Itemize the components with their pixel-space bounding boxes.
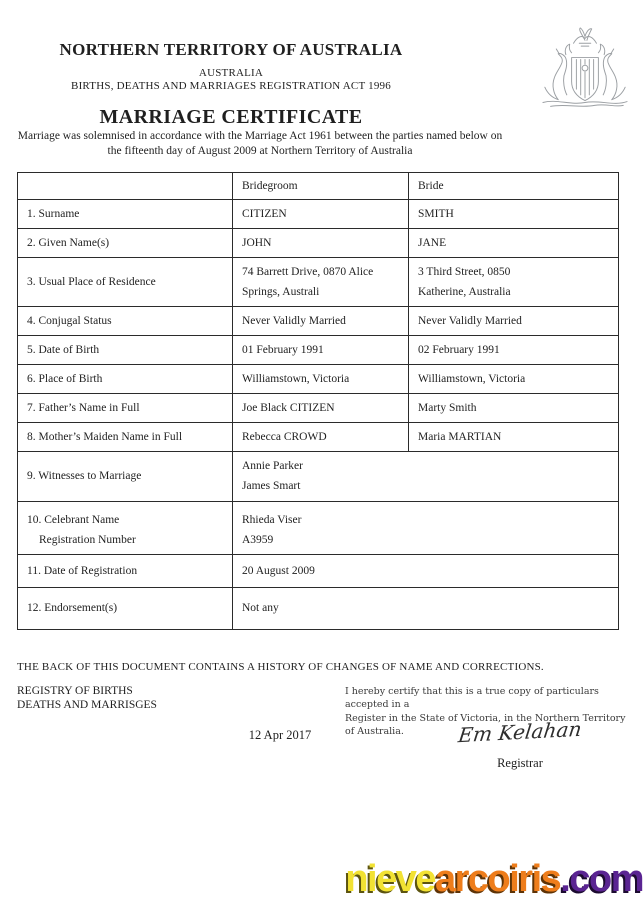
site-watermark <box>345 860 643 898</box>
row-label: 2. Given Name(s) <box>18 229 233 258</box>
table-row-mother-maiden-name <box>18 423 619 452</box>
back-of-document-note: THE BACK OF THIS DOCUMENT CONTAINS A HISTORY OF CHANGES OF NAME AND CORRECTIONS. <box>17 661 544 673</box>
solemnisation-line-1: Marriage was solemnised in accordance with the Marriage Act 1961 between the parties named below on <box>17 130 503 142</box>
groom-residence <box>233 258 409 307</box>
bride-conjugal-status: Never Validly Married <box>409 307 619 336</box>
witnesses-value <box>233 452 619 501</box>
certificate-title: MARRIAGE CERTIFICATE <box>99 106 363 128</box>
celebrant-name-value: Rhieda Viser <box>242 513 302 526</box>
groom-residence-line-1: 74 Barrett Drive, 0870 Alice <box>242 266 374 278</box>
table-header-row <box>18 173 619 200</box>
row-label: 3. Usual Place of Residence <box>18 258 233 307</box>
watermark-part-2: arcoiris <box>434 858 561 900</box>
watermark-part-3: .com <box>560 858 643 900</box>
row-label: 6. Place of Birth <box>18 365 233 394</box>
celebrant-name-label: 10. Celebrant Name <box>27 513 120 526</box>
bride-place-of-birth: Williamstown, Victoria <box>409 365 619 394</box>
table-row-conjugal-status <box>18 307 619 336</box>
groom-place-of-birth: Williamstown, Victoria <box>233 365 409 394</box>
celebrant-value <box>233 501 619 554</box>
witness-2: James Smart <box>242 480 301 493</box>
registrar-title: Registrar <box>497 756 543 770</box>
row-label: 11. Date of Registration <box>18 554 233 587</box>
registration-number-label: Registration Number <box>39 533 136 546</box>
document-header <box>0 40 462 129</box>
header-empty-cell <box>18 173 233 200</box>
table-row-residence <box>18 258 619 307</box>
groom-surname: CITIZEN <box>233 200 409 229</box>
territory-title: NORTHERN TERRITORY OF AUSTRALIA <box>59 40 403 59</box>
certificate-table <box>17 172 619 630</box>
table-row-given-names <box>18 229 619 258</box>
groom-mother-maiden-name: Rebecca CROWD <box>233 423 409 452</box>
bride-given-name: JANE <box>409 229 619 258</box>
bride-mother-maiden-name: Maria MARTIAN <box>409 423 619 452</box>
certification-line-1: I hereby certify that this is a true copy of particulars accepted in a <box>345 686 599 711</box>
row-label: 9. Witnesses to Marriage <box>18 452 233 501</box>
watermark-part-1: nieve <box>345 858 435 900</box>
table-row-witnesses <box>18 452 619 501</box>
solemnisation-line-2: the fifteenth day of August 2009 at Northern Territory of Australia <box>107 145 413 158</box>
registry-line-2: DEATHS AND MARRISGES <box>17 699 157 712</box>
bride-father-name: Marty Smith <box>409 394 619 423</box>
registration-number-value: A3959 <box>242 533 274 546</box>
solemnisation-statement <box>0 129 520 159</box>
table-row-date-of-registration <box>18 554 619 587</box>
registrar-signature: Em Kelahan <box>456 716 584 748</box>
row-label: 5. Date of Birth <box>18 336 233 365</box>
bride-residence <box>409 258 619 307</box>
header-bridegroom: Bridegroom <box>233 173 409 200</box>
groom-conjugal-status: Never Validly Married <box>233 307 409 336</box>
header-bride: Bride <box>409 173 619 200</box>
coat-of-arms-icon <box>536 26 634 114</box>
table-row-endorsements <box>18 587 619 629</box>
row-label: 1. Surname <box>18 200 233 229</box>
groom-residence-line-2: Springs, Australi <box>242 286 320 299</box>
country-subtitle: AUSTRALIA <box>198 67 264 79</box>
row-label <box>18 501 233 554</box>
row-label: 8. Mother’s Maiden Name in Full <box>18 423 233 452</box>
table-row-place-of-birth <box>18 365 619 394</box>
registry-office-label <box>17 684 157 713</box>
groom-father-name: Joe Black CITIZEN <box>233 394 409 423</box>
row-label: 7. Father’s Name in Full <box>18 394 233 423</box>
act-line: BIRTHS, DEATHS AND MARRIAGES REGISTRATION ACT 1996 <box>71 80 391 92</box>
groom-given-name: JOHN <box>233 229 409 258</box>
groom-date-of-birth: 01 February 1991 <box>233 336 409 365</box>
issue-date: 12 Apr 2017 <box>248 728 312 742</box>
witness-1: Annie Parker <box>242 460 303 473</box>
bride-residence-line-2: Katherine, Australia <box>418 286 511 299</box>
date-of-registration-value: 20 August 2009 <box>233 554 619 587</box>
table-row-surname <box>18 200 619 229</box>
certification-line-2: Register in the State of Victoria, in the Northern Territory of Australia. <box>345 712 626 737</box>
table-row-date-of-birth <box>18 336 619 365</box>
endorsements-value: Not any <box>233 587 619 629</box>
registry-line-1: REGISTRY OF BIRTHS <box>17 685 133 697</box>
row-label: 12. Endorsement(s) <box>18 587 233 629</box>
row-label: 4. Conjugal Status <box>18 307 233 336</box>
table-row-celebrant <box>18 501 619 554</box>
bride-surname: SMITH <box>409 200 619 229</box>
bride-date-of-birth: 02 February 1991 <box>409 336 619 365</box>
table-row-father-name <box>18 394 619 423</box>
bride-residence-line-1: 3 Third Street, 0850 <box>418 266 511 278</box>
